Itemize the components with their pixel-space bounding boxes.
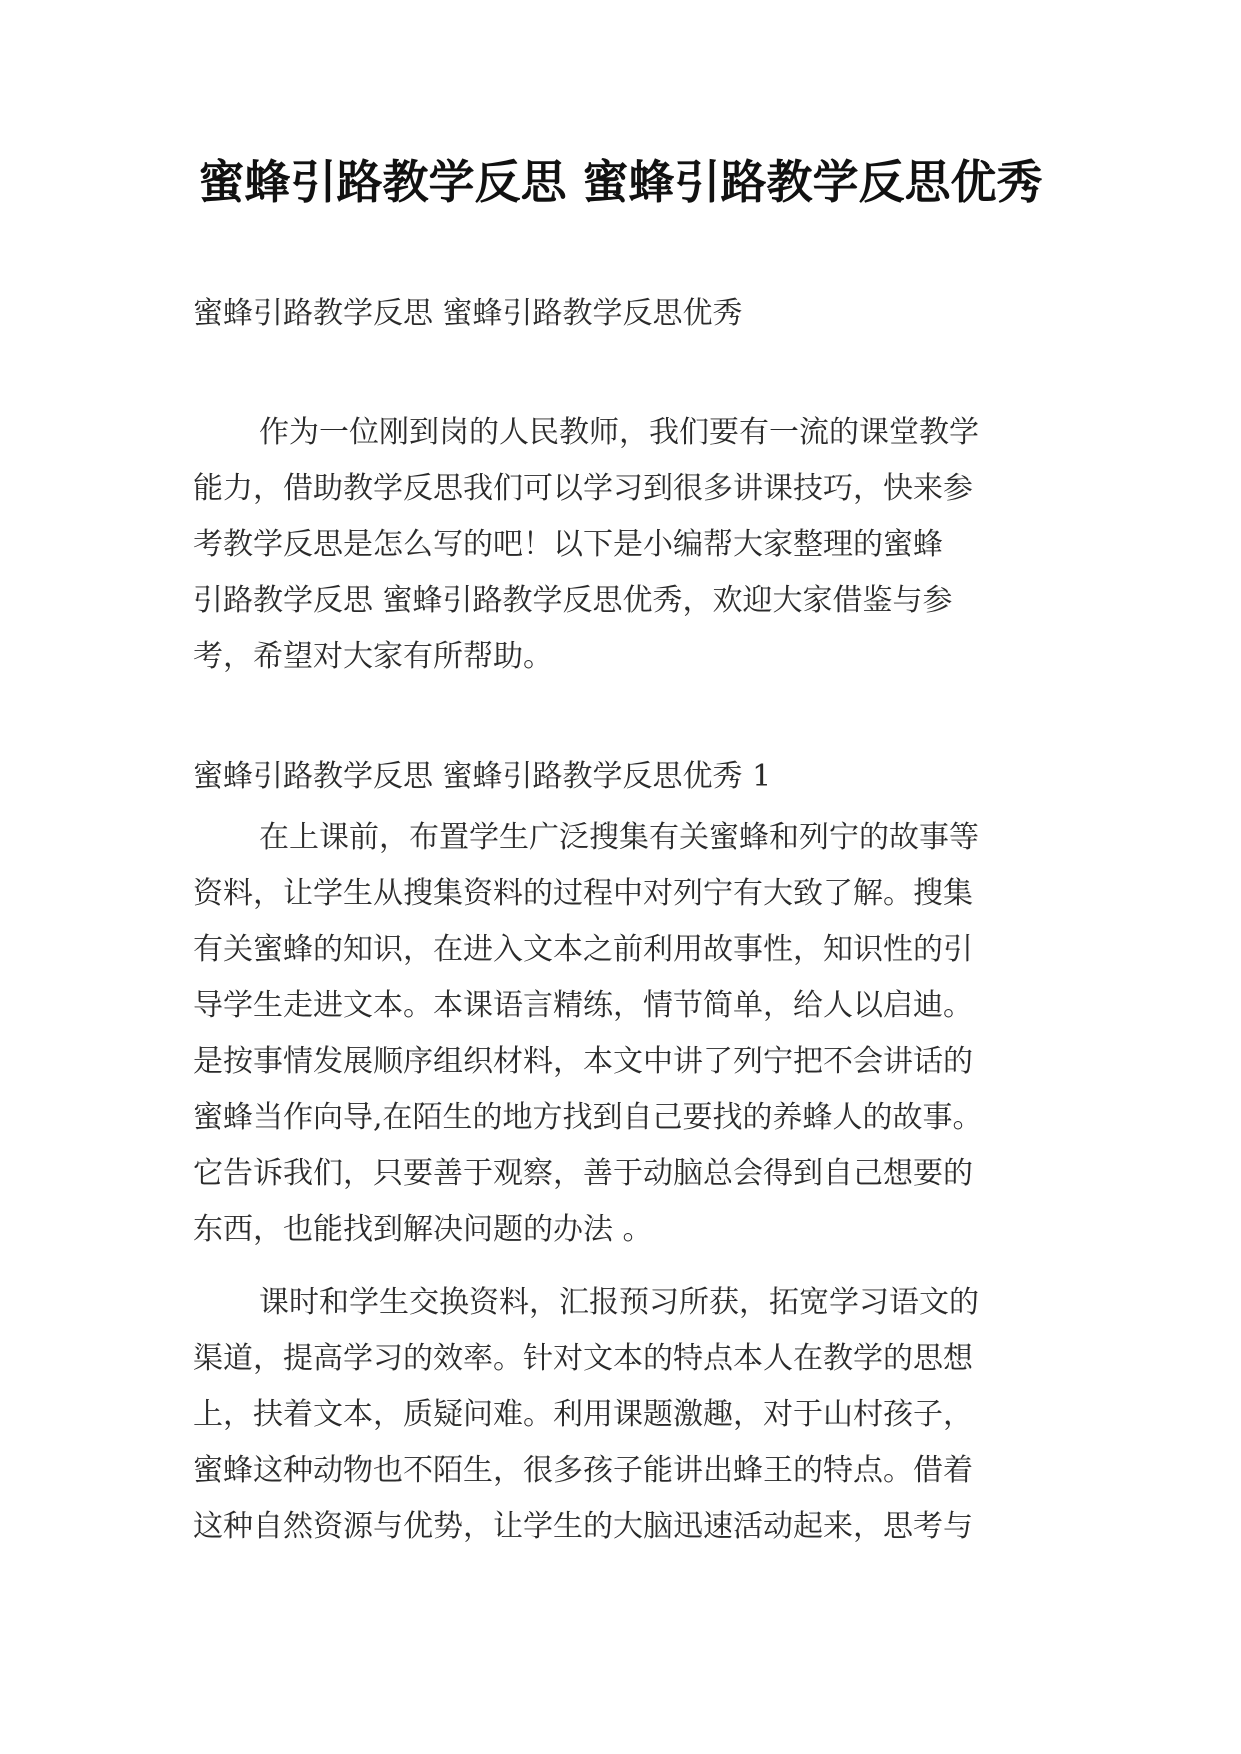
paragraph-line: 蜜蜂当作向导,在陌生的地方找到自己要找的养蜂人的故事。 xyxy=(193,1100,983,1135)
paragraph-line: 有关蜜蜂的知识，在进入文本之前利用故事性，知识性的引 xyxy=(193,932,973,967)
document-title: 蜜蜂引路教学反思 蜜蜂引路教学反思优秀 xyxy=(198,155,1043,209)
paragraph-line: 引路教学反思 蜜蜂引路教学反思优秀，欢迎大家借鉴与参 xyxy=(193,583,953,618)
paragraph-line: 资料，让学生从搜集资料的过程中对列宁有大致了解。搜集 xyxy=(193,876,973,911)
paragraph-line: 作为一位刚到岗的人民教师，我们要有一流的课堂教学 xyxy=(259,415,979,450)
paragraph-line: 考教学反思是怎么写的吧！以下是小编帮大家整理的蜜蜂 xyxy=(193,527,943,562)
paragraph-line: 它告诉我们，只要善于观察，善于动脑总会得到自己想要的 xyxy=(193,1156,973,1191)
document-subtitle: 蜜蜂引路教学反思 蜜蜂引路教学反思优秀 xyxy=(193,296,743,331)
paragraph-line: 是按事情发展顺序组织材料，本文中讲了列宁把不会讲话的 xyxy=(193,1044,973,1079)
paragraph-line: 能力，借助教学反思我们可以学习到很多讲课技巧，快来参 xyxy=(193,471,973,506)
paragraph-line: 东西，也能找到解决问题的办法 。 xyxy=(193,1212,653,1247)
body-paragraph-2 xyxy=(193,1275,1053,1555)
body-paragraph-1 xyxy=(193,810,1053,1258)
paragraph-line: 蜜蜂这种动物也不陌生，很多孩子能讲出蜂王的特点。借着 xyxy=(193,1453,973,1488)
paragraph-line: 上，扶着文本，质疑问难。利用课题激趣，对于山村孩子， xyxy=(193,1397,973,1432)
paragraph-line: 课时和学生交换资料，汇报预习所获，拓宽学习语文的 xyxy=(259,1285,979,1320)
paragraph-line: 考，希望对大家有所帮助。 xyxy=(193,639,553,674)
paragraph-line: 这种自然资源与优势，让学生的大脑迅速活动起来，思考与 xyxy=(193,1509,973,1544)
paragraph-line: 在上课前，布置学生广泛搜集有关蜜蜂和列宁的故事等 xyxy=(259,820,979,855)
paragraph-line: 导学生走进文本。本课语言精练，情节简单，给人以启迪。 xyxy=(193,988,973,1023)
section-heading: 蜜蜂引路教学反思 蜜蜂引路教学反思优秀 1 xyxy=(193,759,772,794)
intro-paragraph xyxy=(193,405,1053,685)
paragraph-line: 渠道，提高学习的效率。针对文本的特点本人在教学的思想 xyxy=(193,1341,973,1376)
